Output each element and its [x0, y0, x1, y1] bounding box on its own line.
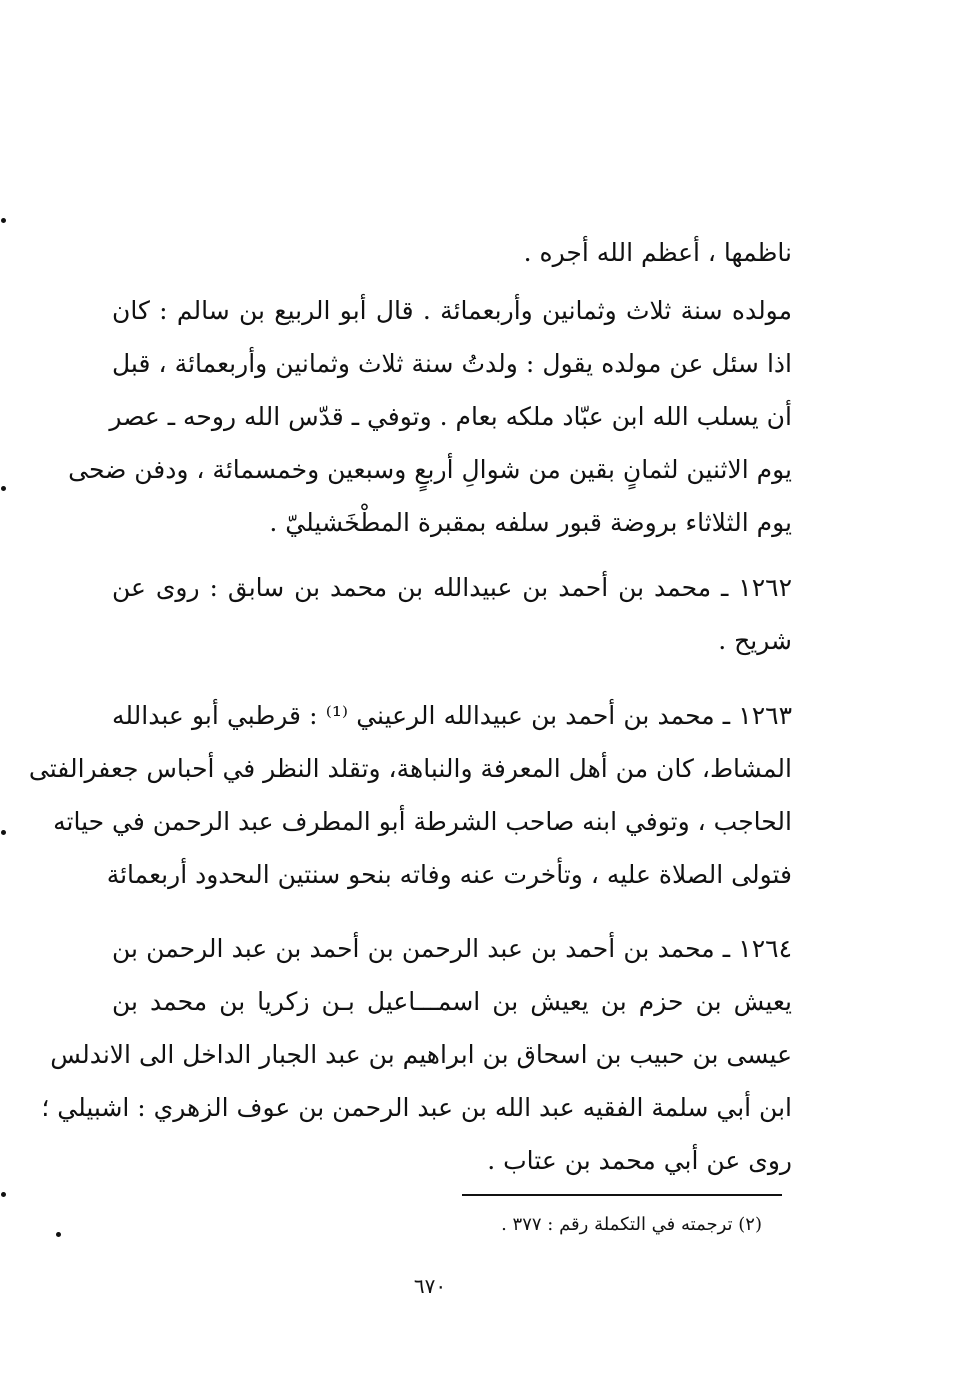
text-line: شريح . — [718, 626, 792, 655]
birth-death-paragraph — [68, 284, 792, 549]
text-line: ابن أبي سلمة الفقيه عبد الله بن عبد الرحمن بن عوف الزهري : اشبيلي ؛ — [41, 1093, 792, 1122]
margin-speck — [1, 486, 6, 491]
margin-speck — [56, 1232, 61, 1237]
text-line: يعيش بن حزم بن يعيش بن اسمـــاعيل بـن زكريا بن محمد بن — [112, 987, 792, 1016]
text-line: مولده سنة ثلاث وثمانين وأربعمائة . قال أبو الربيع بن سالم : كان — [112, 296, 792, 325]
text-line: ١٢٦٢ ـ محمد بن أحمد بن عبيدالله بن محمد بن سابق : روى عن — [112, 573, 792, 602]
margin-speck — [1, 830, 6, 835]
text-line: عيسى بن حبيب بن اسحاق بن ابراهيم بن عبد الجبار الداخل الى الاندلس — [50, 1040, 792, 1069]
entry-1264 — [41, 922, 792, 1187]
text-line: فتولى الصلاة عليه ، وتأخرت عنه وفاته بنحو سنتين الىحدود أربعمائة — [106, 860, 792, 889]
margin-speck — [1, 218, 6, 223]
text-line: ١٢٦٣ ـ محمد بن أحمد بن عبيدالله الرعيني ⁽¹⁾ : قرطبي أبو عبدالله — [112, 701, 792, 730]
margin-speck — [1, 1192, 6, 1197]
entry-1263 — [28, 689, 792, 901]
continuation-paragraph — [112, 226, 792, 279]
text-line: يوم الاثنين لثمانٍ بقين من شوالِ أربعٍ وسبعين وخمسمائة ، ودفن ضحى — [68, 455, 792, 484]
entry-1262 — [112, 561, 792, 667]
text-line: اذا سئل عن مولده يقول : ولدتُ سنة ثلاث وثمانين وأربعمائة ، قبل — [112, 349, 792, 378]
text-line: المشاط، كان من أهل المعرفة والنباهة، وتقلد النظر في أحباس جعفرالفتى — [28, 754, 792, 783]
page-number: ٦٧٠ — [413, 1274, 447, 1298]
text-line: الحاجب ، وتوفي ابنه صاحب الشرطة أبو المطرف عبد الرحمن في حياته — [53, 807, 792, 836]
footnote-separator — [462, 1194, 782, 1196]
footnote: (٢) ترجمته في التكملة رقم : ٣٧٧ . — [501, 1214, 762, 1235]
text-line: ١٢٦٤ ـ محمد بن أحمد بن عبد الرحمن بن أحمد بن عبد الرحمن بن — [112, 934, 792, 963]
text-line: أن يسلب الله ابن عبّاد ملكه بعام . وتوفي ـ قدّس الله روحه ـ عصر — [109, 402, 792, 431]
text-line: روى عن أبي محمد بن عتاب . — [487, 1146, 792, 1175]
text-line: ناظمها ، أعظم الله أجره . — [523, 238, 792, 267]
text-line: يوم الثلاثاء بروضة قبور سلفه بمقبرة المطْخَشيليّ . — [269, 508, 792, 537]
